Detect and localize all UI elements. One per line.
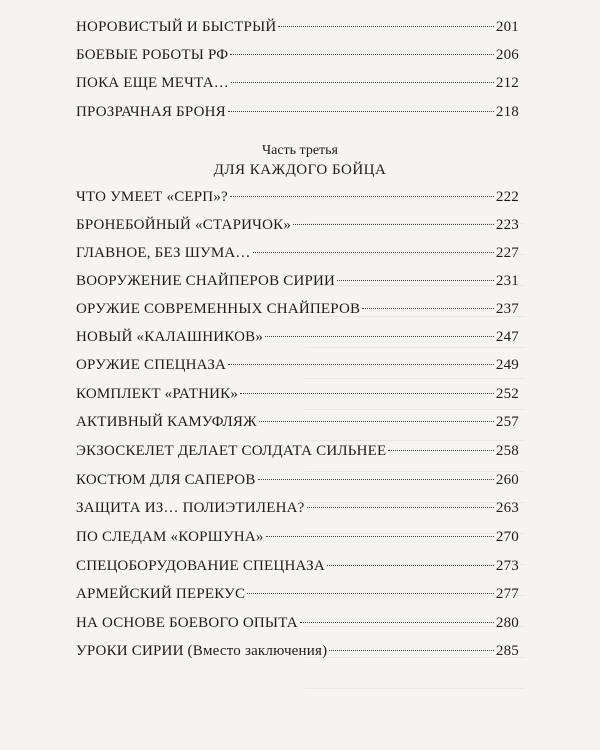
- toc-entry-title: ПО СЛЕДАМ «КОРШУНА»: [76, 529, 264, 545]
- toc-entry-page: 270: [495, 529, 519, 545]
- toc-entry-page: 285: [495, 643, 519, 659]
- toc-entry-page: 258: [495, 443, 519, 459]
- toc-leader-dots: [231, 82, 494, 83]
- toc-entry-title: СПЕЦОБОРУДОВАНИЕ СПЕЦНАЗА: [76, 558, 325, 574]
- toc-entry: [76, 612, 519, 634]
- toc-entry: [76, 326, 519, 348]
- toc-entry-title: ГЛАВНОЕ, БЕЗ ШУМА…: [76, 245, 251, 261]
- toc-leader-dots: [327, 565, 494, 566]
- toc-leader-dots: [329, 650, 494, 651]
- toc-leader-dots: [228, 364, 494, 365]
- toc-entry-title: ОРУЖИЕ СПЕЦНАЗА: [76, 357, 227, 373]
- toc-entry-page: 277: [495, 586, 519, 602]
- toc-entry: [76, 555, 519, 577]
- toc-leader-dots: [230, 196, 494, 197]
- part-label: Часть третья: [262, 143, 338, 158]
- toc-entry-page: 263: [495, 500, 519, 516]
- toc-entry: [76, 298, 519, 320]
- toc-leader-dots: [337, 280, 494, 281]
- toc-entry: [76, 270, 519, 292]
- part-title: ДЛЯ КАЖДОГО БОЙЦА: [213, 162, 387, 178]
- toc-entry-title: ОРУЖИЕ СОВРЕМЕННЫХ СНАЙПЕРОВ: [76, 301, 361, 317]
- toc-leader-dots: [362, 308, 494, 309]
- toc-leader-dots: [388, 450, 494, 451]
- toc-entry-page: 212: [495, 75, 519, 91]
- toc-leader-dots: [253, 252, 494, 253]
- toc-leader-dots: [293, 224, 494, 225]
- toc-entry: [76, 44, 519, 66]
- toc-entry-title: ПОКА ЕЩЕ МЕЧТА…: [76, 75, 229, 91]
- toc-leader-dots: [278, 26, 493, 27]
- toc-entry: [76, 583, 519, 605]
- toc-leader-dots: [247, 593, 494, 594]
- toc-entry-title: БОЕВЫЕ РОБОТЫ РФ: [76, 47, 229, 63]
- toc-entry: [76, 72, 519, 94]
- toc-entry-page: 218: [495, 104, 519, 120]
- toc-entry-title: ЭКЗОСКЕЛЕТ ДЕЛАЕТ СОЛДАТА СИЛЬНЕЕ: [76, 443, 387, 459]
- toc-entry-page: 280: [495, 615, 519, 631]
- toc-entry: [76, 16, 519, 38]
- toc-leader-dots: [230, 54, 494, 55]
- toc-entry: [76, 469, 519, 491]
- toc-entry: [76, 440, 519, 462]
- toc-entry: [76, 526, 519, 548]
- toc-leader-dots: [265, 336, 494, 337]
- toc-entry: [76, 101, 519, 123]
- toc-entry-title: НА ОСНОВЕ БОЕВОГО ОПЫТА: [76, 615, 298, 631]
- toc-entry: [76, 354, 519, 376]
- toc-entry-page: 273: [495, 558, 519, 574]
- toc-entry-title: ПРОЗРАЧНАЯ БРОНЯ: [76, 104, 226, 120]
- toc-entry-title: КОМПЛЕКТ «РАТНИК»: [76, 386, 239, 402]
- toc-entry-title: АРМЕЙСКИЙ ПЕРЕКУС: [76, 586, 246, 602]
- toc-entry-title: АКТИВНЫЙ КАМУФЛЯЖ: [76, 414, 257, 430]
- toc-entry-page: 247: [495, 329, 519, 345]
- toc-entry-page: 249: [495, 357, 519, 373]
- toc-entry-page: 260: [495, 472, 519, 488]
- toc-entry: [76, 383, 519, 405]
- toc-leader-dots: [300, 622, 494, 623]
- toc-entry-page: 201: [495, 19, 519, 35]
- toc-leader-dots: [266, 536, 494, 537]
- toc-leader-dots: [307, 507, 494, 508]
- toc-entry-page: 223: [495, 217, 519, 233]
- toc-entry-page: 231: [495, 273, 519, 289]
- toc-leader-dots: [240, 393, 494, 394]
- toc-entry-title: БРОНЕБОЙНЫЙ «СТАРИЧОК»: [76, 217, 292, 233]
- toc-entry-page: 227: [495, 245, 519, 261]
- toc-entry: [76, 186, 519, 208]
- toc-entry: [76, 640, 519, 662]
- toc-entry-title: ЗАЩИТА ИЗ… ПОЛИЭТИЛЕНА?: [76, 500, 305, 516]
- toc-entry: [76, 411, 519, 433]
- toc-entry-title: ВООРУЖЕНИЕ СНАЙПЕРОВ СИРИИ: [76, 273, 336, 289]
- toc-leader-dots: [259, 421, 494, 422]
- toc-entry: [76, 214, 519, 236]
- toc-leader-dots: [258, 479, 494, 480]
- toc-entry-page: 257: [495, 414, 519, 430]
- toc-leader-dots: [228, 111, 494, 112]
- toc-entry: [76, 497, 519, 519]
- toc-entry-title: УРОКИ СИРИИ (Вместо заключения): [76, 643, 328, 659]
- toc-entry-title: ЧТО УМЕЕТ «СЕРП»?: [76, 189, 228, 205]
- toc-entry-title: НОВЫЙ «КАЛАШНИКОВ»: [76, 329, 264, 345]
- toc-entry-page: 237: [495, 301, 519, 317]
- toc-entry-page: 206: [495, 47, 519, 63]
- toc-entry-page: 222: [495, 189, 519, 205]
- toc-entry: [76, 242, 519, 264]
- toc-entry-title: КОСТЮМ ДЛЯ САПЕРОВ: [76, 472, 256, 488]
- toc-entry-page: 252: [495, 386, 519, 402]
- toc-entry-title: НОРОВИСТЫЙ И БЫСТРЫЙ: [76, 19, 277, 35]
